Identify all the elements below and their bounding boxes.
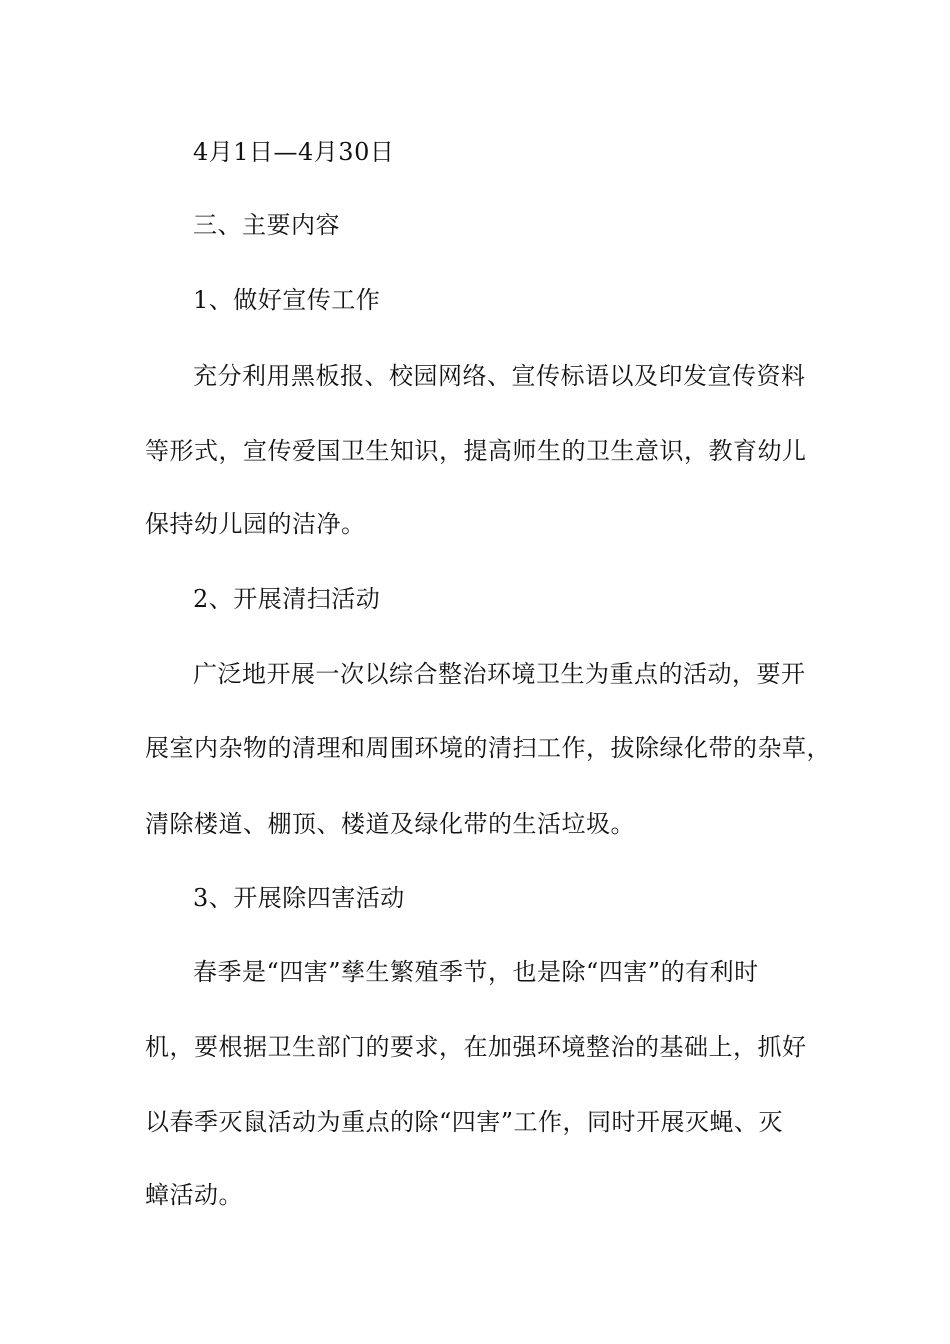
paragraph-3-line-4: 蟑活动。 xyxy=(145,1181,243,1209)
paragraph-1-line-1: 充分利用黑板报、校园网络、宣传标语以及印发宣传资料 xyxy=(193,362,806,390)
date-range-line: 4月1日—4月30日 xyxy=(193,138,395,166)
paragraph-1-line-2: 等形式，宣传爱国卫生知识，提高师生的卫生意识，教育幼儿 xyxy=(145,437,807,465)
section-heading: 三、主要内容 xyxy=(193,211,340,239)
paragraph-1-line-3: 保持幼儿园的洁净。 xyxy=(145,510,366,538)
subheading-1: 1、做好宣传工作 xyxy=(193,286,381,314)
paragraph-2-line-1: 广泛地开展一次以综合整治环境卫生为重点的活动，要开 xyxy=(193,660,806,688)
paragraph-3-line-2: 机，要根据卫生部门的要求，在加强环境整治的基础上，抓好 xyxy=(145,1033,807,1061)
paragraph-3-line-1: 春季是“四害”孳生繁殖季节，也是除“四害”的有利时 xyxy=(193,958,759,986)
subheading-2: 2、开展清扫活动 xyxy=(193,585,381,613)
paragraph-2-line-3: 清除楼道、棚顶、楼道及绿化带的生活垃圾。 xyxy=(145,810,635,838)
paragraph-2-line-2: 展室内杂物的清理和周围环境的清扫工作，拔除绿化带的杂草， xyxy=(145,734,831,762)
subheading-3: 3、开展除四害活动 xyxy=(193,884,405,912)
paragraph-3-line-3: 以春季灭鼠活动为重点的除“四害”工作，同时开展灭蝇、灭 xyxy=(145,1108,784,1136)
